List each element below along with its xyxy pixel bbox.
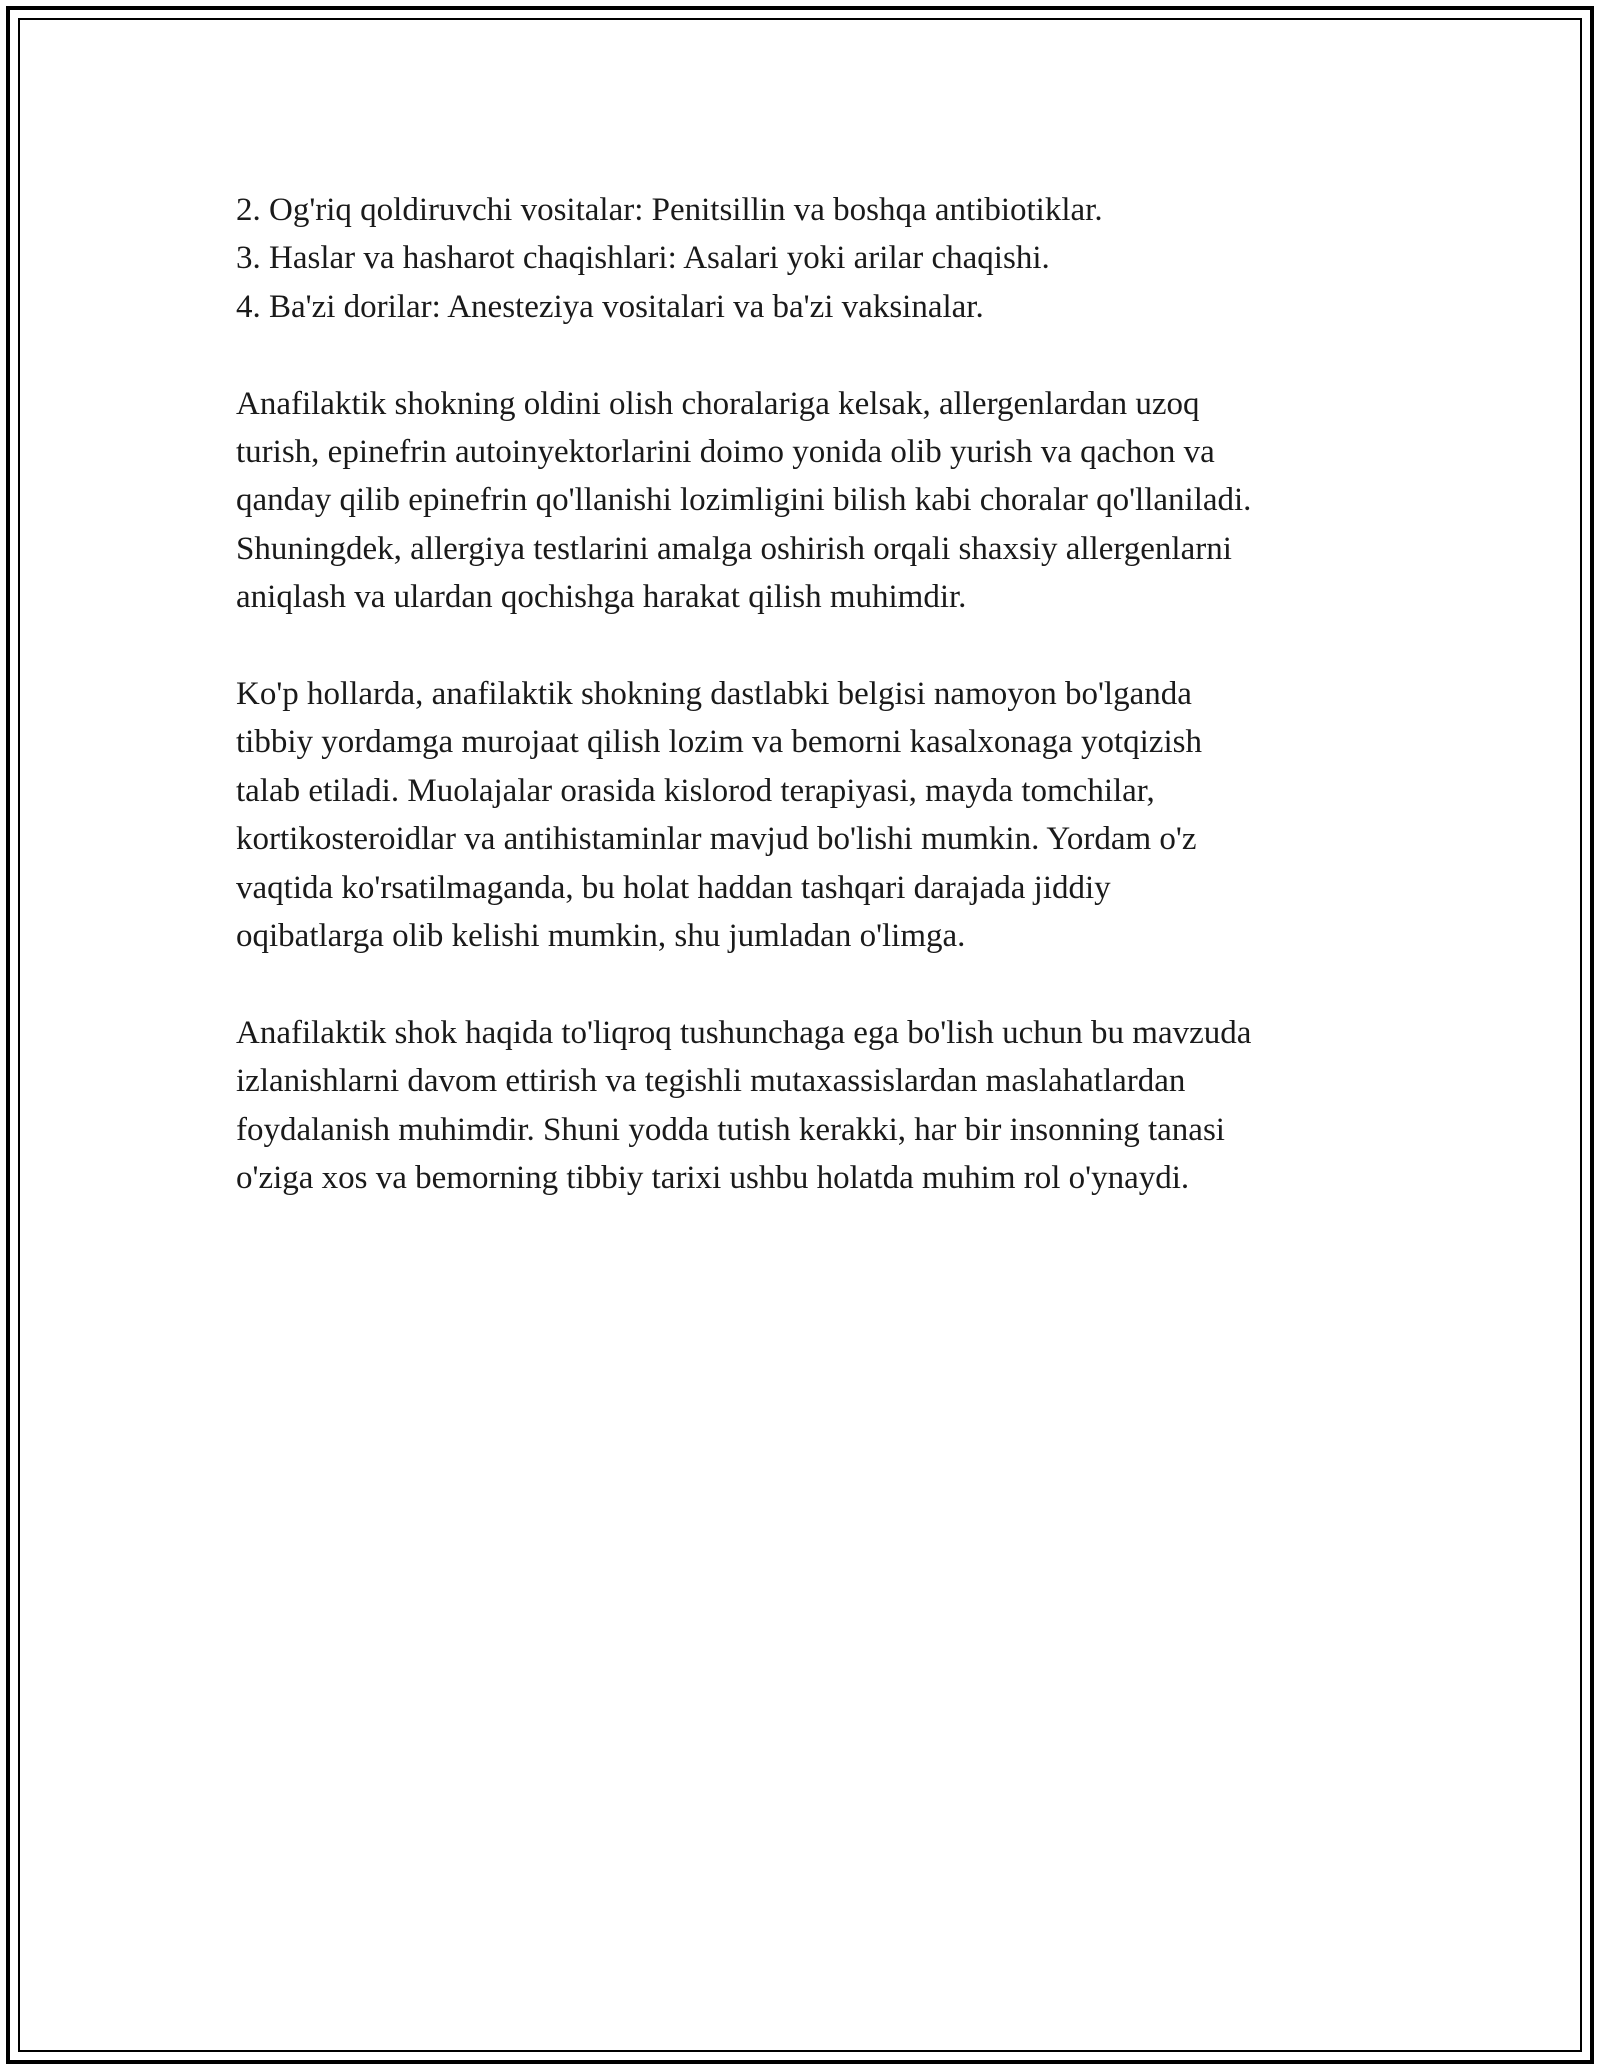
- list-item: 4. Ba'zi dorilar: Anesteziya vositalari va ba'zi vaksinalar.: [236, 288, 984, 325]
- paragraph-line: foydalanish muhimdir. Shuni yodda tutish kerakki, har bir insonning tanasi: [236, 1111, 1225, 1148]
- paragraph-line: izlanishlarni davom ettirish va tegishli mutaxassislardan maslahatlardan: [236, 1063, 1186, 1100]
- paragraph-line: talab etiladi. Muolajalar orasida kislorod terapiyasi, mayda tomchilar,: [236, 772, 1155, 809]
- paragraph-line: Ko'p hollarda, anafilaktik shokning dastlabki belgisi namoyon bo'lganda: [236, 676, 1192, 713]
- paragraph-line: o'ziga xos va bemorning tibbiy tarixi ushbu holatda muhim rol o'ynaydi.: [236, 1160, 1190, 1197]
- paragraph-line: tibbiy yordamga murojaat qilish lozim va bemorni kasalxonaga yotqizish: [236, 724, 1202, 761]
- paragraph-line: turish, epinefrin autoinyektorlarini doimo yonida olib yurish va qachon va: [236, 434, 1215, 471]
- paragraph-line: aniqlash va ulardan qochishga harakat qilish muhimdir.: [236, 579, 967, 616]
- paragraph-prevention: [236, 380, 1416, 622]
- document-body: [236, 186, 1416, 1251]
- paragraph-line: Anafilaktik shokning oldini olish choralariga kelsak, allergenlardan uzoq: [236, 385, 1200, 422]
- paragraph-line: Anafilaktik shok haqida to'liqroq tushunchaga ega bo'lish uchun bu mavzuda: [236, 1014, 1252, 1051]
- paragraph-line: Shuningdek, allergiya testlarini amalga oshirish orqali shaxsiy allergenlarni: [236, 530, 1232, 567]
- paragraph-line: qanday qilib epinefrin qo'llanishi lozimligini bilish kabi choralar qo'llaniladi.: [236, 482, 1252, 519]
- paragraph-line: kortikosteroidlar va antihistaminlar mavjud bo'lishi mumkin. Yordam o'z: [236, 821, 1197, 858]
- numbered-list: [236, 186, 1416, 331]
- list-item: 2. Og'riq qoldiruvchi vositalar: Penitsillin va boshqa antibiotiklar.: [236, 192, 1103, 228]
- paragraph-treatment: [236, 670, 1416, 960]
- paragraph-line: vaqtida ko'rsatilmaganda, bu holat haddan tashqari darajada jiddiy: [236, 869, 1111, 906]
- paragraph-conclusion: [236, 1009, 1416, 1203]
- paragraph-line: oqibatlarga olib kelishi mumkin, shu jumladan o'limga.: [236, 918, 966, 955]
- list-item: 3. Haslar va hasharot chaqishlari: Asalari yoki arilar chaqishi.: [236, 240, 1050, 277]
